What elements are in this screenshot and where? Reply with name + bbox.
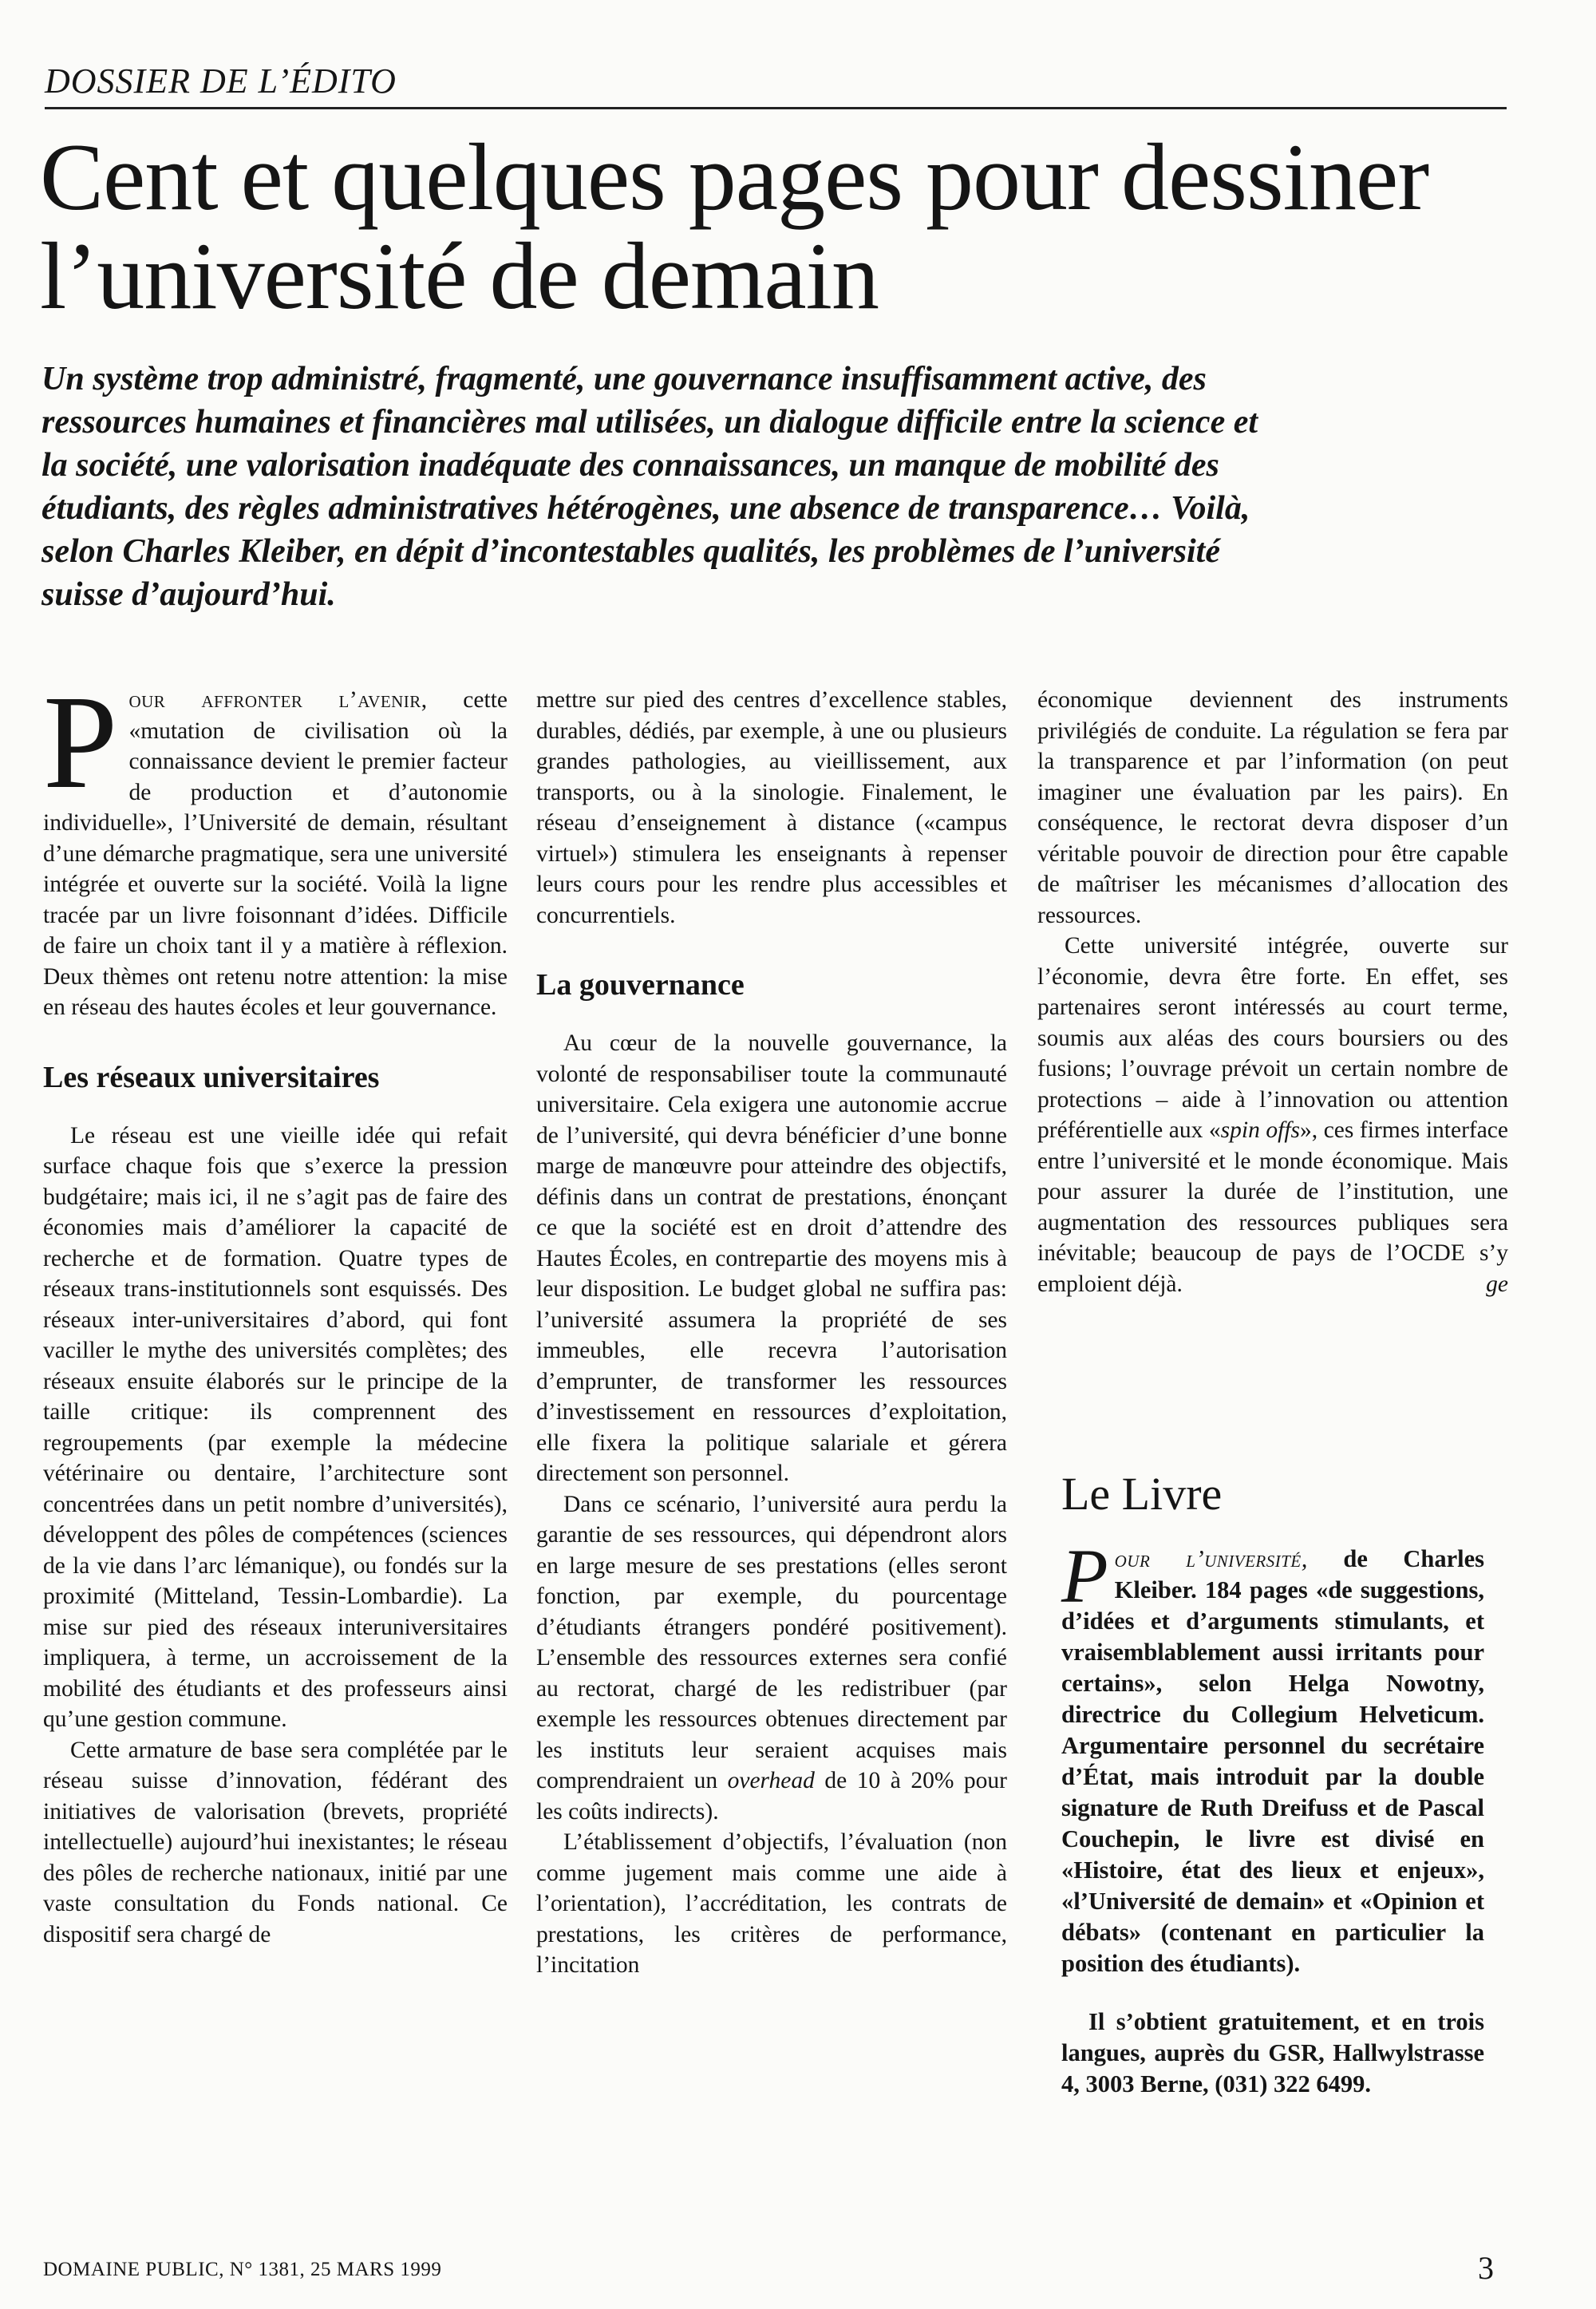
paragraph: mettre sur pied des centres d’excellence stables, durables, dédiés, par exemple, à une ou plusieurs grandes pathologies, au vieillissement, aux transports, ou à la sinologie. Finalement, le réseau d’enseignement à distance («campus virtuel») stimulera les enseignants à repenser leurs cours pour les rendre plus accessibles et concurrentiels.: [536, 687, 1007, 928]
emphasis-spin-offs: spin offs: [1220, 1117, 1301, 1143]
page-number: 3: [1478, 2250, 1494, 2286]
book-description: [1061, 1533, 1484, 1979]
text-run: », ces firmes interface entre l’université et le monde économique. Mais pour assurer la durée de l’institution, une augmentation des ressources publiques sera inévitable; beaucoup de pays de l’OCDE s’y emploient déjà.: [1037, 1117, 1508, 1297]
author-signature: ge: [1486, 1271, 1508, 1297]
drop-cap: P: [43, 668, 118, 816]
paragraph: Le réseau est une vieille idée qui refait surface chaque fois que s’exerce la pression budgétaire; mais ici, il ne s’agit pas de faire des économies mais d’améliorer la capacité de recherche et de formation. Quatre types de réseaux trans-institutionnels sont esquissés. Des réseaux inter-universitaires d’abord, qui font vaciller le mythe des universités complètes; des réseaux ensuite élaborés sur le principe de la taille critique: ils comprennent des regroupements (par exemple la médecine vétérinaire ou dentaire, l’architecture sont concentrées dans un petit nombre d’universités), développent des pôles de compétences (sciences de la vie dans l’arc lémanique), ou fondés sur la proximité (Mitteland, Tessin-Lombardie). La mise sur pied des réseaux interuniversitaires impliquera, à terme, un accroissement de la mobilité des étudiants et des professeurs ainsi qu’une gestion commune.: [43, 1122, 508, 1732]
emphasis-overhead: overhead: [727, 1768, 815, 1793]
paragraph: L’établissement d’objectifs, l’évaluation (non comme jugement mais comme une aide à l’orientation), l’accréditation, les contrats de prestations, les critères de performance, l’incitation: [536, 1829, 1007, 1978]
subhead-gouvernance: La gouvernance: [536, 968, 745, 1002]
paragraph: Au cœur de la nouvelle gouvernance, la volonté de responsabiliser toute la communauté universitaire. Cela exigera une autonomie accrue de l’université, qui devra bénéficier d’une bonne marge de manœuvre pour atteindre des objectifs, définis dans un contrat de prestations, énonçant ce que la société est en droit d’attendre des Hautes Écoles, en contrepartie des moyens mis à leur disposition. Le budget global ne suffira pas: l’université assumera la propriété de ses immeubles, elle recevra l’autorisation d’emprunter, de transformer les ressources d’investissement en ressources d’exploitation, elle fixera la politique salariale et gérera directement son personnel.: [536, 1030, 1007, 1486]
paragraph: économique deviennent des instruments privilégiés de conduite. La régulation se fera par la transparence et par l’information (on peut imaginer une évaluation par les pairs). En conséquence, le rectorat devra disposer d’un véritable pouvoir de direction pour être capable de maîtriser les mécanismes d’allocation des ressources.: [1037, 687, 1508, 928]
publication-footer: DOMAINE PUBLIC, N° 1381, 25 MARS 1999: [43, 2259, 442, 2280]
article-title: Cent et quelques pages pour dessiner l’université de demain: [40, 124, 1429, 329]
paragraph: Cette armature de base sera complétée par le réseau suisse d’innovation, fédérant des initiatives de valorisation (brevets, propriété intellectuelle) aujourd’hui inexistantes; le réseau des pôles de recherche nationaux, initié par une vaste consultation du Fonds national. Ce dispositif sera chargé de: [43, 1737, 508, 1947]
intro-text: cette «mutation de civilisation où la connaissance devient le premier facteur de production et d’autonomie individuelle», l’Université de demain, résultant d’une démarche pragmatique, sera une université intégrée et ouverte sur la société. Voilà la ligne tracée par un livre foisonnant d’idées. Difficile de faire un choix tant il y a matière à réflexion. Deux thèmes ont retenu notre attention: la mise en réseau des hautes écoles et leur gouvernance.: [43, 687, 508, 1020]
text-run: de 10 à 20% pour les coûts indirects).: [536, 1768, 1007, 1825]
text-run: Dans ce scénario, l’université aura perdu la garantie de ses ressources, qui dépendront alors en large mesure de ses prestations (elles seront fonction, par exemple, du pourcentage d’étudiants étrangers pondéré positivement). L’ensemble des ressources externes sera confié au rectorat, chargé de les redistribuer (par exemple les ressources obtenues directement par les instituts leur seraient acquises mais comprendraient un: [536, 1491, 1007, 1793]
header-rule: [45, 107, 1507, 109]
article-lead: Un système trop administré, fragmenté, une gouvernance insuffisamment active, des ressources humaines et financières mal utilisées, un dialogue difficile entre la science et la société, une valorisation inadéquate des connaissances, un manque de mobilité des étudiants, des règles administratives hétérogènes, une absence de transparence… Voilà, selon Charles Kleiber, en dépit d’incontestables qualités, les problèmes de l’université suisse d’aujourd’hui.: [41, 361, 1258, 613]
book-description-text: de Charles Kleiber. 184 pages «de suggestions, d’idées et d’arguments stimulants, et vraisemblablement aussi irritants pour certains», selon Helga Nowotny, directrice du Collegium Helveticum. Argumentaire personnel du secrétaire d’État, mais introduit par la double signature de Ruth Dreifuss et de Pascal Couchepin, le livre est divisé en «Histoire, état des lieux et enjeux», «l’Université de demain» et «Opinion et débats» (contenant en particulier la position des étudiants).: [1061, 1545, 1484, 1977]
article-column-2: [536, 685, 1007, 1981]
book-drop-cap: P: [1061, 1533, 1108, 1619]
intro-smallcaps: our affronter l’avenir,: [128, 687, 428, 713]
book-box-text: [1061, 1533, 1484, 2100]
book-box-title: Le Livre: [1061, 1468, 1223, 1520]
text-run: Cette université intégrée, ouverte sur l’économie, devra être forte. En effet, ses partenaires seront intéressés au court terme, soumis aux aléas des cours boursiers ou des fusions; l’ouvrage prévoit un certain nombre de protections – aide à l’innovation ou attention préférentielle aux «: [1037, 933, 1508, 1143]
article-column-3: [1037, 685, 1508, 1299]
paragraph: [536, 1489, 1007, 1828]
book-box: [1061, 1469, 1484, 2100]
book-title-smallcaps: our l’université,: [1114, 1545, 1308, 1572]
article-intro: [43, 668, 508, 1023]
section-rubric: DOSSIER DE L’ÉDITO: [45, 61, 397, 101]
subhead-reseaux: Les réseaux universitaires: [43, 1060, 380, 1094]
article-column-1: [43, 668, 508, 1950]
book-availability: Il s’obtient gratuitement, et en trois langues, auprès du GSR, Hallwylstrasse 4, 3003 Berne, (031) 322 6499.: [1061, 2008, 1484, 2097]
paragraph: [1037, 931, 1508, 1299]
